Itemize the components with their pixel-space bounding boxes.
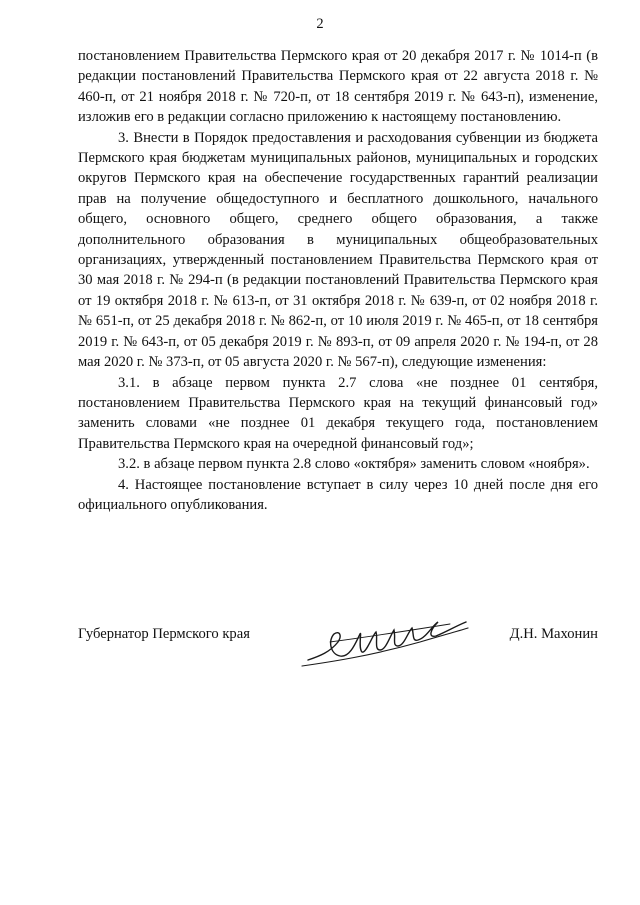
paragraph-continuation: постановлением Правительства Пермского края от 20 декабря 2017 г. № 1014-п (в редакции постановлений Правительства Пермского края от 22 августа 2018 г. № 460-п, от 21 ноября 2018 г. № 720-п, от 18 сентября 2019 г. № 643-п), изменение, изложив его в редакции согласно приложению к настоящему постановлению. xyxy=(78,48,598,126)
signatory-name: Д.Н. Махонин xyxy=(509,626,598,642)
paragraph-item-3-2: 3.2. в абзаце первом пункта 2.8 слово «октября» заменить словом «ноября». xyxy=(118,456,590,473)
handwritten-signature xyxy=(300,612,470,672)
document-body xyxy=(78,46,598,515)
signature-block xyxy=(78,612,598,672)
paragraph-item-4: 4. Настоящее постановление вступает в силу через 10 дней после дня его официального опубликования. xyxy=(78,476,598,513)
signatory-title: Губернатор Пермского края xyxy=(78,626,250,642)
page-number: 2 xyxy=(316,16,324,32)
paragraph-item-3-1: 3.1. в абзаце первом пункта 2.7 слова «не позднее 01 сентября, постановлением Правительства Пермского края на текущий финансовый год» заменить словами «не позднее 01 декабря текущего года, постановлением Правительства Пермского края на очередной финансовый год»; xyxy=(78,374,598,452)
paragraph-item-3: 3. Внести в Порядок предоставления и расходования субвенции из бюджета Пермского края бюджетам муниципальных районов, муниципальных и городских округов Пермского края на обеспечение государственных гарантий реализации прав на получение общедоступного и бесплатного дошкольного, начального общего, основного общего, среднего общего образования, а также дополнительного образования в муниципальных общеобразовательных организациях, утвержденный постановлением Правительства Пермского края от 30 мая 2018 г. № 294-п (в редакции постановлений Правительства Пермского края от 19 октября 2018 г. № 613-п, от 31 октября 2018 г. № 639-п, от 02 ноября 2018 г. № 651-п, от 25 декабря 2018 г. № 862-п, от 10 июля 2019 г. № 465-п, от 18 сентября 2019 г. № 643-п, от 05 декабря 2019 г. № 893-п, от 09 апреля 2020 г. № 194-п, от 28 мая 2020 г. № 373-п, от 05 августа 2020 г. № 567-п), следующие изменения: xyxy=(78,129,598,371)
